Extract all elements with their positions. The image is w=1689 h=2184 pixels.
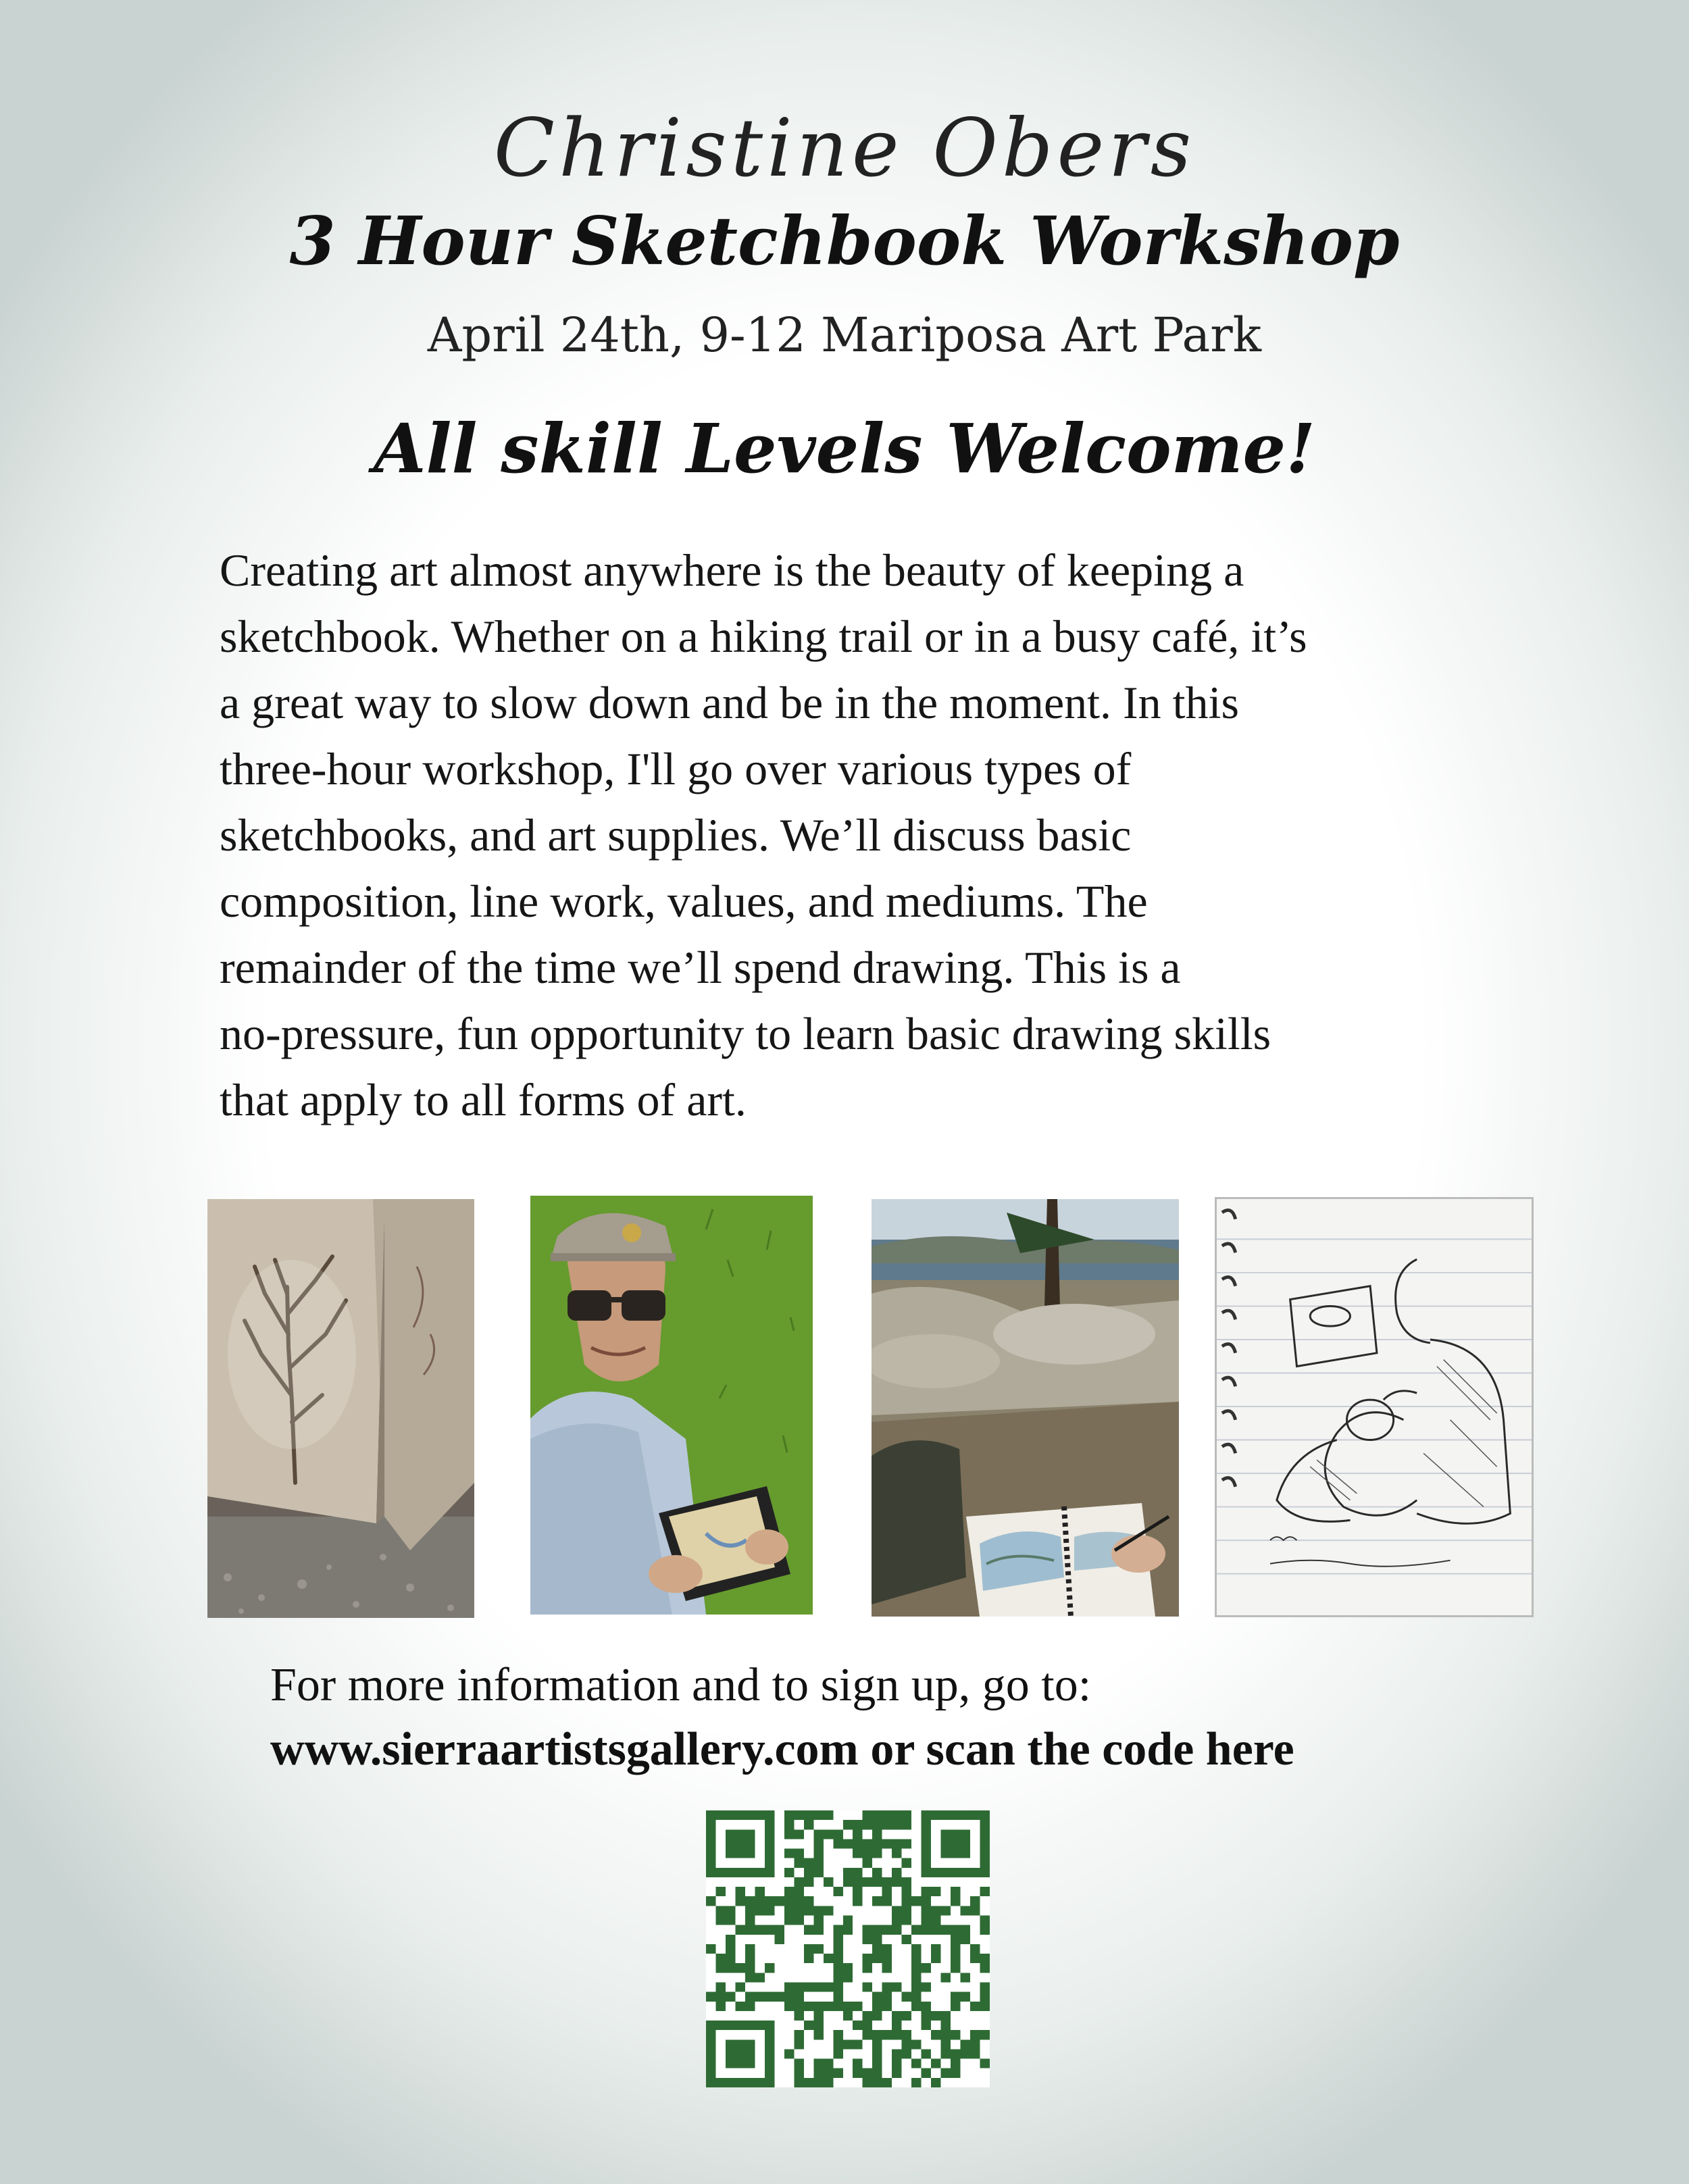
- description-line: no-pressure, fun opportunity to learn basic drawing skills: [220, 1008, 1271, 1059]
- date-location: April 24th, 9-12 Mariposa Art Park: [427, 307, 1262, 363]
- description-line: a great way to slow down and be in the moment. In this: [220, 677, 1239, 728]
- signup-info-text: For more information and to sign up, go to:: [270, 1659, 1092, 1711]
- description-line: composition, line work, values, and mediums. The: [220, 875, 1148, 927]
- description-line: three-hour workshop, I'll go over various types of: [220, 743, 1132, 794]
- artist-portrait-photo: [530, 1196, 813, 1615]
- sketchbook-tree-photo: [207, 1199, 474, 1618]
- workshop-title: 3 Hour Sketchbook Workshop: [289, 203, 1400, 280]
- welcome-tagline: All skill Levels Welcome!: [373, 409, 1316, 488]
- description-line: Creating art almost anywhere is the beauty of keeping a: [220, 544, 1244, 596]
- figure-sketch-photo: [1215, 1197, 1534, 1617]
- workshop-description: [220, 537, 1557, 1133]
- description-line: sketchbooks, and art supplies. We’ll discuss basic: [220, 809, 1132, 861]
- website-link[interactable]: www.sierraartistsgallery.com or scan the code here: [270, 1723, 1294, 1775]
- qr-code-icon[interactable]: [706, 1810, 990, 2087]
- description-line: sketchbook. Whether on a hiking trail or in a busy café, it’s: [220, 611, 1307, 662]
- description-line: that apply to all forms of art.: [220, 1074, 747, 1125]
- lake-sketching-photo: [872, 1199, 1179, 1617]
- artist-name: Christine Obers: [493, 101, 1196, 195]
- description-line: remainder of the time we’ll spend drawing. This is a: [220, 942, 1181, 993]
